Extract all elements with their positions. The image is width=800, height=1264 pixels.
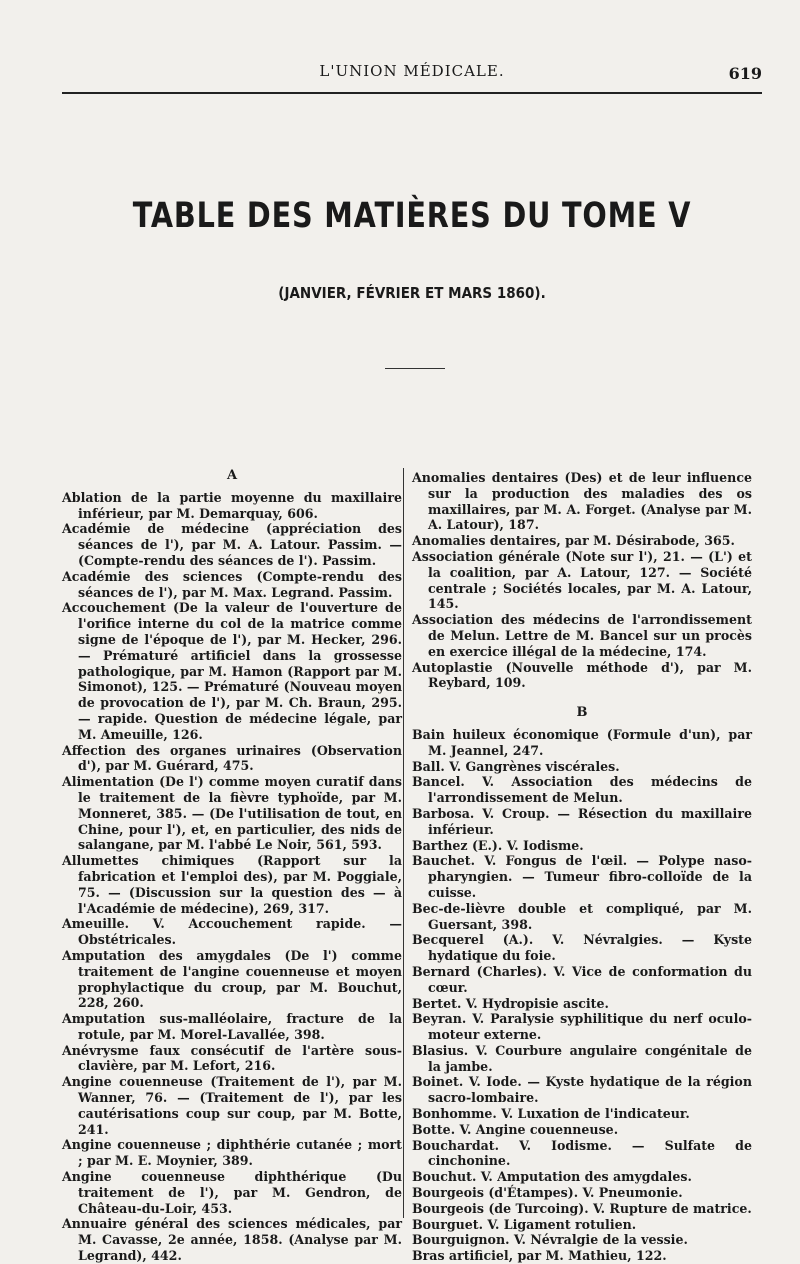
index-entry: Bras artificiel, par M. Mathieu, 122.	[412, 1248, 667, 1264]
index-entry: Bourguignon. V. Névralgie de la vessie.	[412, 1232, 688, 1248]
index-entry: Boinet. V. Iode. — Kyste hydatique de la région sacro-lombaire.	[412, 1074, 752, 1106]
index-entry: Bouchut. V. Amputation des amygdales.	[412, 1169, 692, 1185]
subtitle: (JANVIER, FÉVRIER ET MARS 1860).	[278, 284, 546, 302]
index-entry: Amputation des amygdales (De l') comme traitement de l'angine couenneuse et moyen prophylactique du croup, par M. Bouchut, 228, 260.	[62, 947, 402, 1011]
page-number: 619	[728, 64, 762, 83]
index-entry: Barthez (E.). V. Iodisme.	[412, 837, 584, 853]
title-divider	[385, 368, 445, 369]
index-entry: Bec-de-lièvre double et compliqué, par M. Guersant, 398.	[412, 900, 752, 932]
column-divider	[403, 468, 404, 1218]
index-entry: Annuaire général des sciences médicales, par M. Cavasse, 2e année, 1858. (Analyse par M. Legrand), 442.	[62, 1216, 402, 1264]
index-entry: Angine couenneuse ; diphthérie cutanée ; mort ; par M. E. Moynier, 389.	[62, 1137, 402, 1169]
index-entry: Bertet. V. Hydropisie ascite.	[412, 995, 609, 1011]
index-entry: Affection des organes urinaires (Observation d'), par M. Guérard, 475.	[62, 742, 402, 774]
index-entry: Académie des sciences (Compte-rendu des séances de l'), par M. Max. Legrand. Passim.	[62, 568, 402, 600]
index-entry: Association des médecins de l'arrondissement de Melun. Lettre de M. Bancel sur un procès en exercice illégal de la médecine, 174.	[412, 612, 752, 659]
index-entry: Amputation sus-malléolaire, fracture de la rotule, par M. Morel-Lavallée, 398.	[62, 1011, 402, 1042]
left-column	[62, 468, 402, 1264]
index-entry: Blasius. V. Courbure angulaire congénitale de la jambe.	[412, 1042, 752, 1074]
index-entry: Bonhomme. V. Luxation de l'indicateur.	[412, 1106, 690, 1122]
index-entry: Académie de médecine (appréciation des séances de l'), par M. A. Latour. Passim. — (Compte-rendu des séances de l'). Passim.	[62, 521, 402, 568]
index-entry: Beyran. V. Paralysie syphilitique du nerf oculo-moteur externe.	[412, 1011, 752, 1043]
index-entry: Becquerel (A.). V. Névralgies. — Kyste hydatique du foie.	[412, 932, 752, 964]
index-entry: Bourgeois (de Turcoing). V. Rupture de matrice.	[412, 1200, 752, 1216]
index-entry: Bourgeois (d'Étampes). V. Pneumonie.	[412, 1185, 683, 1201]
section-letter-b: B	[576, 705, 588, 721]
section-letter-a: A	[226, 468, 238, 483]
index-entry: Allumettes chimiques (Rapport sur la fabrication et l'emploi des), par M. Poggiale, 75. — (Discussion sur la question des — à l'Académie de médecine), 269, 317.	[62, 853, 402, 916]
index-entry: Bain huileux économique (Formule d'un), par M. Jeannel, 247.	[412, 726, 752, 758]
index-entry: Bauchet. V. Fongus de l'œil. — Polype naso-pharyngien. — Tumeur fibro-colloïde de la cuisse.	[412, 853, 752, 900]
index-entry: Ameuille. V. Accouchement rapide. — Obstétricales.	[62, 916, 402, 948]
index-entry: Bancel. V. Association des médecins de l'arrondissement de Melun.	[412, 774, 752, 806]
index-entry: Barbosa. V. Croup. — Résection du maxillaire inférieur.	[412, 805, 752, 837]
index-entry: Angine couenneuse (Traitement de l'), par M. Wanner, 76. — (Traitement de l'), par les cautérisations coup sur coup, par M. Botte, 241.	[62, 1074, 402, 1137]
index-entry: Angine couenneuse diphthérique (Du traitement de l'), par M. Gendron, de Château-du-Loir, 453.	[62, 1169, 402, 1216]
index-entry: Alimentation (De l') comme moyen curatif dans le traitement de la fièvre typhoïde, par M. Monneret, 385. — (De l'utilisation de tout, en Chine, pour l'), et, en particulier, des nids de salangane, par M. l'abbé Le Noir, 561, 593.	[62, 774, 402, 853]
index-entry: Anomalies dentaires (Des) et de leur influence sur la production des maladies des os maxillaires, par M. A. Forget. (Analyse par M. A. Latour), 187.	[412, 470, 752, 533]
index-entry: Ablation de la partie moyenne du maxillaire inférieur, par M. Demarquay, 606.	[62, 489, 402, 521]
main-title: TABLE DES MATIÈRES DU TOME V	[132, 196, 692, 236]
index-entry: Anévrysme faux consécutif de l'artère sous-clavière, par M. Lefort, 216.	[62, 1042, 402, 1074]
index-entry: Anomalies dentaires, par M. Désirabode, 365.	[412, 533, 735, 549]
index-entry: Bourguet. V. Ligament rotulien.	[412, 1216, 637, 1232]
header-rule	[62, 92, 762, 94]
index-entry: Autoplastie (Nouvelle méthode d'), par M. Reybard, 109.	[412, 659, 752, 691]
running-title: L'UNION MÉDICALE.	[319, 62, 505, 80]
index-entry: Ball. V. Gangrènes viscérales.	[412, 758, 620, 774]
index-entry: Bouchardat. V. Iodisme. — Sulfate de cinchonine.	[412, 1137, 752, 1169]
index-entry: Botte. V. Angine couenneuse.	[412, 1121, 619, 1137]
index-entry: Bernard (Charles). V. Vice de conformation du cœur.	[412, 963, 752, 995]
right-column	[412, 470, 752, 1264]
page-header	[62, 62, 762, 92]
index-entry: Association générale (Note sur l'), 21. — (L') et la coalition, par A. Latour, 127. — Société centrale ; Sociétés locales, par M. A. Latour, 145.	[412, 548, 752, 612]
index-entry: Accouchement (De la valeur de l'ouverture de l'orifice interne du col de la matrice comme signe de l'époque de l'), par M. Hecker, 296. — Prématuré artificiel dans la grossesse pathologique, par M. Hamon (Rapport par M. Simonot), 125. — Prématuré (Nouveau moyen de provocation de l'), par M. Ch. Braun, 295. — rapide. Question de médecine légale, par M. Ameuille, 126.	[62, 600, 402, 742]
